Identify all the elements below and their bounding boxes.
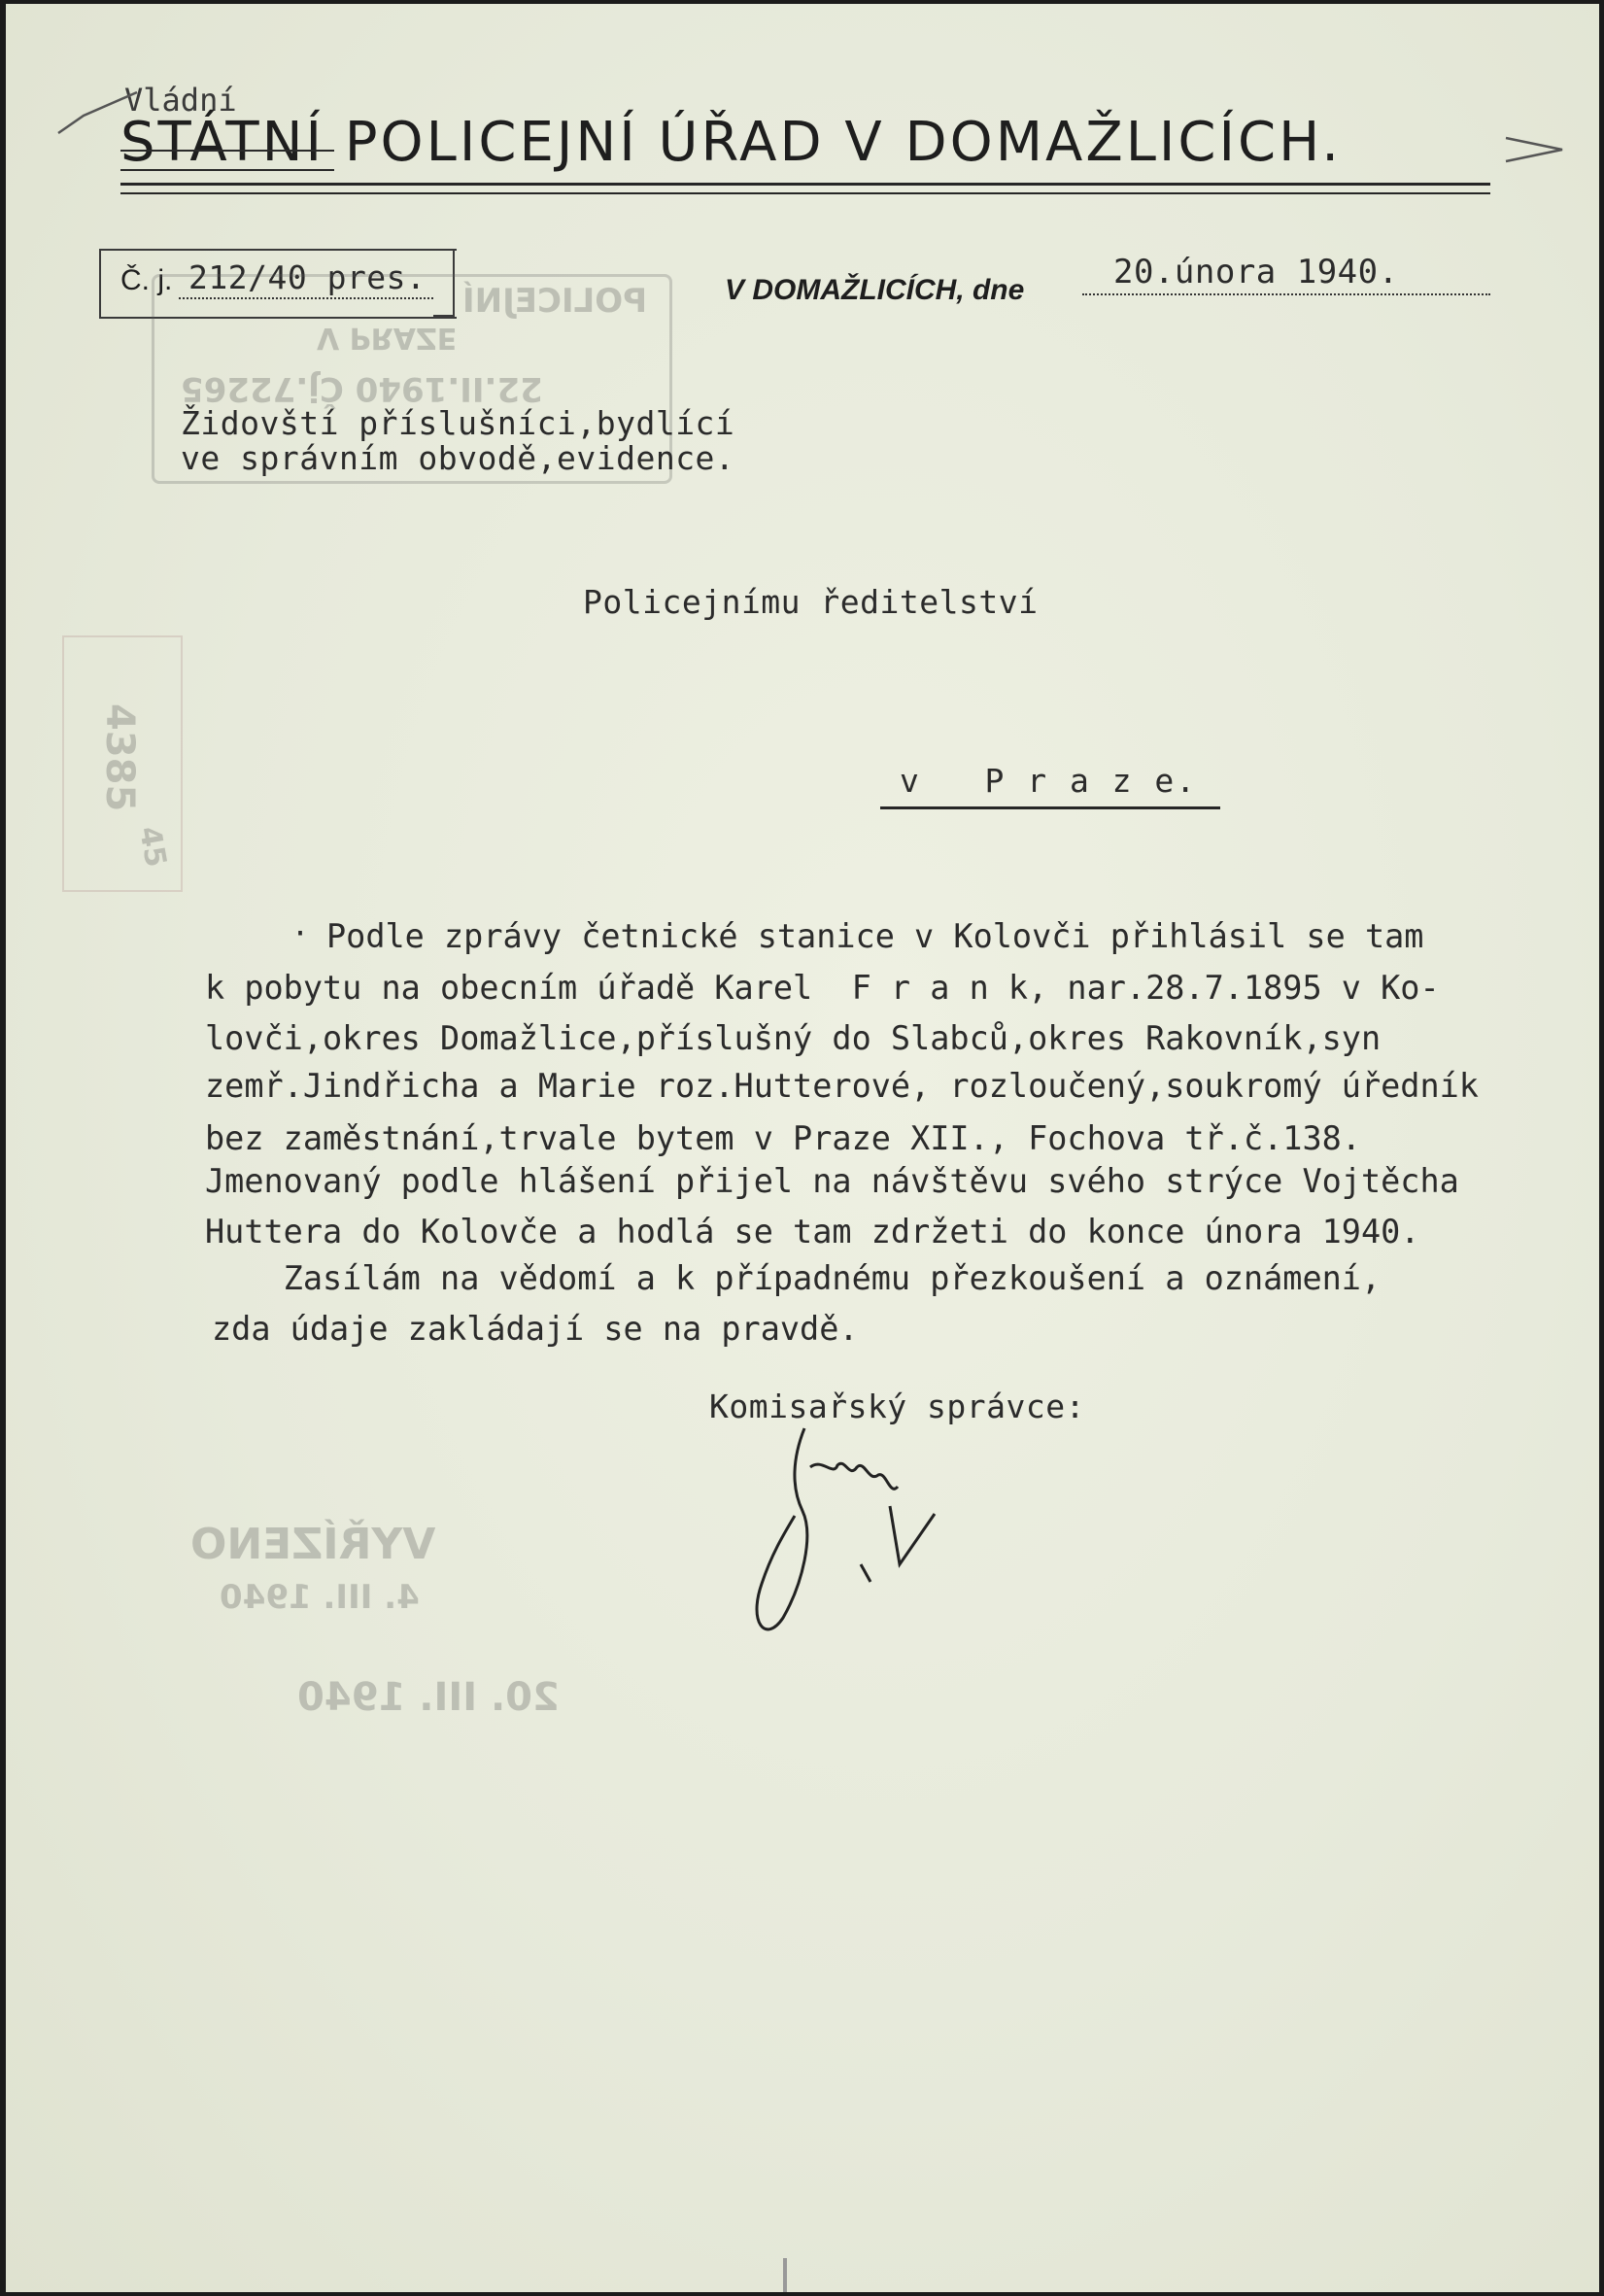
header-rule-bottom [120, 192, 1490, 194]
left-margin-small-number: 45 [132, 823, 173, 871]
addressee-line-1: Policejnímu ředitelství [583, 583, 1039, 621]
body-line-4: zemř.Jindřicha a Marie roz.Hutterové, rozloučený,soukromý úředník [205, 1067, 1479, 1105]
body-line-8: Zasílám na vědomí a k případnému přezkoušení a oznámení, [205, 1259, 1382, 1297]
received-stamp-line3: 22.II.1940 Čj.72265 [181, 369, 543, 408]
reference-label: Č. j. [120, 264, 173, 296]
received-stamp-line2: V PRAZE [317, 321, 458, 355]
place-label: V DOMAŽLICÍCH, dne [725, 274, 1025, 306]
body-bullet: · [291, 917, 310, 951]
struck-word [120, 150, 334, 171]
subject-line-1: Židovští příslušníci,bydlící [181, 404, 735, 442]
signature-role: Komisařský správce: [709, 1388, 1085, 1425]
handwritten-vladni: Vládní [124, 82, 237, 119]
body-line-7: Huttera do Kolovče a hodlá se tam zdržeti do konce února 1940. [205, 1213, 1420, 1251]
bottom-edge-mark [783, 2258, 787, 2292]
body-line-6: Jmenovaný podle hlášení přijel na návštěvu svého strýce Vojtěcha [205, 1162, 1459, 1200]
received-stamp-line1: POLICEJNÍ [462, 282, 648, 321]
letter-date: 20.února 1940. [1113, 253, 1399, 291]
reference-number: 212/40 pres. [188, 258, 427, 296]
body-line-9: zda údaje zakládají se na pravdě. [212, 1310, 859, 1348]
handwritten-signature [744, 1419, 958, 1642]
body-line-5: bez zaměstnání,trvale bytem v Praze XII., Fochova tř.č.138. [205, 1119, 1361, 1157]
subject-line-2: ve správním obvodě,evidence. [181, 439, 735, 477]
addressee-underline [880, 806, 1220, 809]
vyrizeno-stamp: VYŘÍZENO [190, 1520, 436, 1569]
vyrizeno-date-stamp: 4. III. 1940 [220, 1578, 420, 1617]
left-margin-number: 4385 [97, 703, 142, 812]
body-line-3: lovči,okres Domažlice,příslušný do Slabců,okres Rakovník,syn [205, 1019, 1382, 1057]
document-page [6, 4, 1599, 2292]
body-line-2: k pobytu na obecním úřadě Karel F r a n k, nar.28.7.1895 v Ko- [205, 969, 1440, 1007]
body-line-1: Podle zprávy četnické stanice v Kolovči přihlásil se tam [326, 917, 1424, 955]
second-date-stamp: 20. III. 1940 [297, 1675, 560, 1720]
date-dots [1082, 293, 1490, 295]
addressee-line-2: v P r a z e. [900, 762, 1198, 800]
header-rule-top [120, 183, 1490, 186]
office-title: STÁTNÍ POLICEJNÍ ÚŘAD V DOMAŽLICÍCH. [120, 111, 1343, 174]
right-arrow-icon [1502, 130, 1570, 169]
